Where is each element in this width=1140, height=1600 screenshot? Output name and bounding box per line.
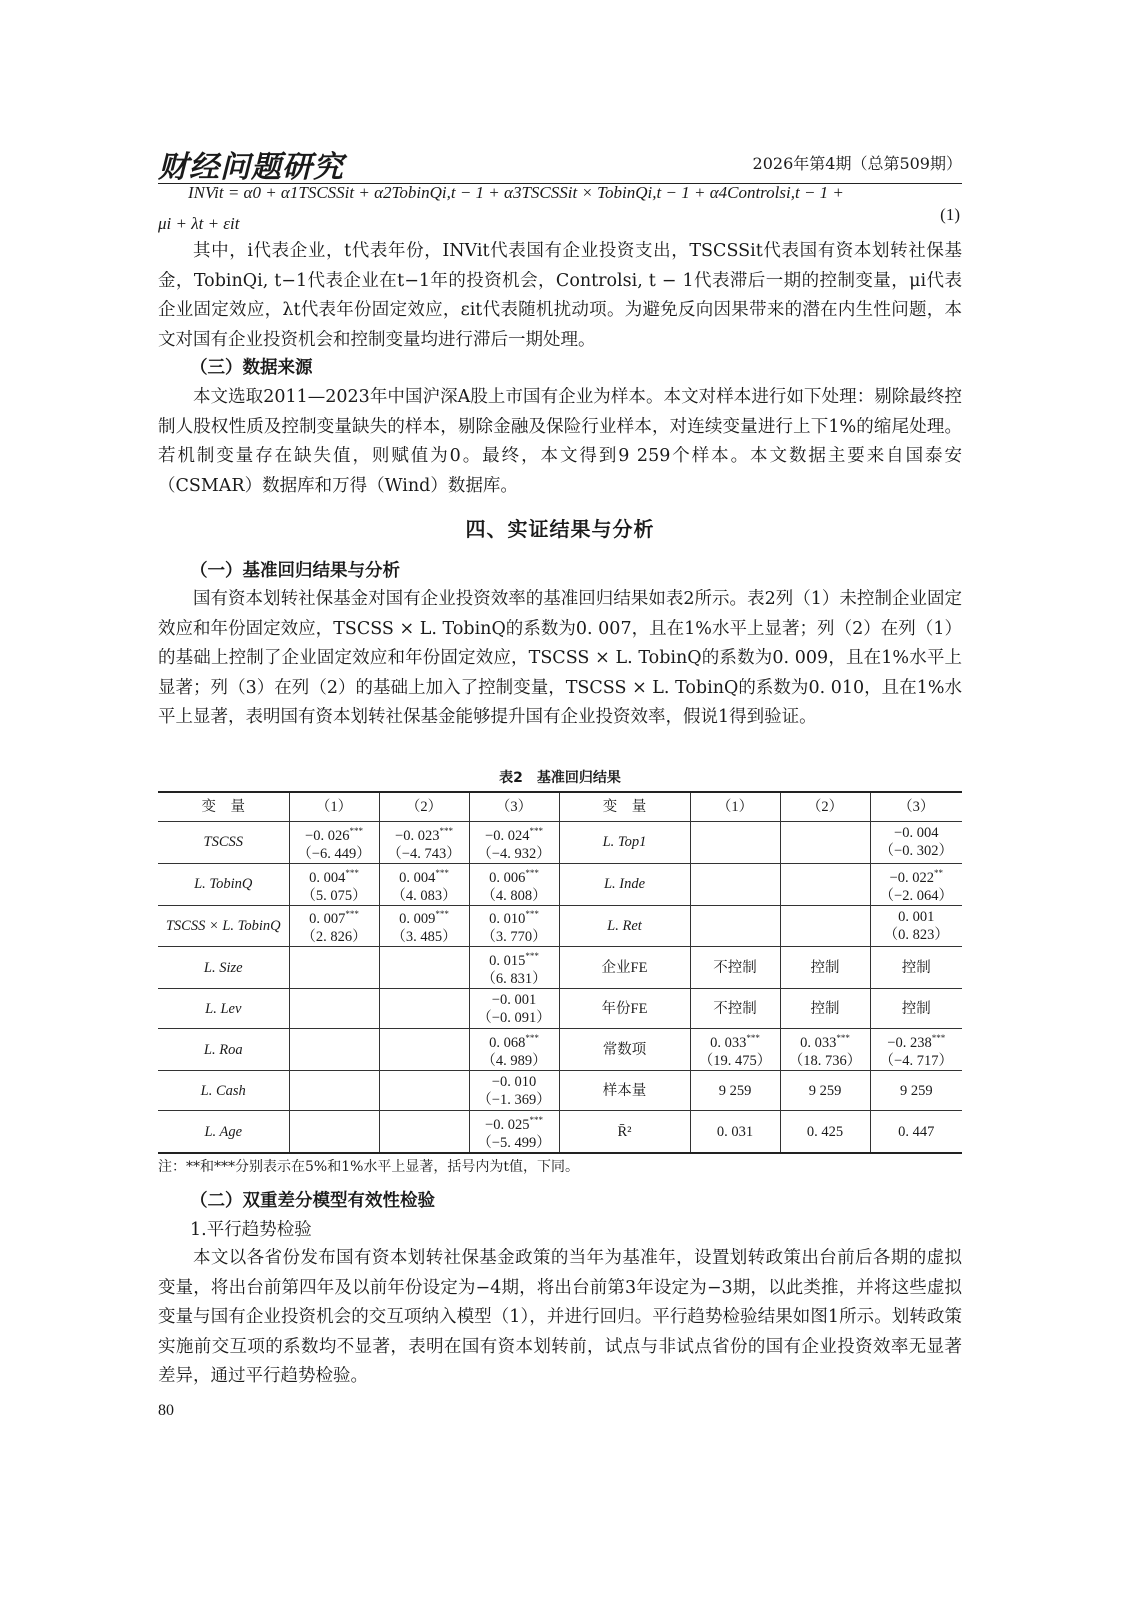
table-variable-cell	[559, 905, 690, 947]
table-value-cell	[469, 989, 559, 1029]
table-cell-line: TSCSS	[203, 834, 243, 851]
table-cell-line: （4. 808）	[481, 887, 547, 904]
table-cell-line: 0. 033***	[710, 1033, 760, 1052]
table-cell-line: 0. 009***	[399, 909, 449, 928]
table-row	[158, 947, 962, 989]
table-value-cell	[379, 905, 469, 947]
table-value-cell	[870, 905, 962, 947]
table-note: 注：**和***分别表示在5%和1%水平上显著，括号内为t值，下同。	[158, 1159, 580, 1175]
paragraph-parallel-trend: 本文以各省份发布国有资本划转社保基金政策的当年为基准年，设置划转政策出台前后各期的虚拟变量，将出台前第四年及以前年份设定为−4期，将出台前第3年设定为−3期，以此类推，并将这些虚拟变量与国有企业投资机会的交互项纳入模型（1），并进行回归。平行趋势检验结果如图1所示。划转政策实施前交互项的系数均不显著，表明在国有资本划转前，试点与非试点省份的国有企业投资效率无显著差异，通过平行趋势检验。	[158, 1248, 962, 1386]
table-value-cell	[690, 822, 780, 864]
table-cell-line: 0. 010***	[489, 909, 539, 928]
table-value-cell	[870, 863, 962, 905]
table-value-cell	[870, 1111, 962, 1153]
table-value-cell	[780, 989, 870, 1029]
table-value-cell	[379, 1111, 469, 1153]
table-value-cell	[780, 822, 870, 864]
table-row	[158, 905, 962, 947]
table-cell-line: L. Cash	[200, 1082, 246, 1099]
table-cell-line: 0. 007***	[309, 909, 359, 928]
table-value-cell	[379, 989, 469, 1029]
table-cell-line: 常数项	[602, 1041, 647, 1058]
table-cell-line: 样本量	[602, 1082, 647, 1099]
table-cell-line: 0. 425	[806, 1123, 844, 1140]
table-value-cell	[870, 822, 962, 864]
table-cell-line: 0. 031	[716, 1123, 754, 1140]
table-cell-line: （−6. 449）	[297, 845, 371, 862]
table-row	[158, 1111, 962, 1153]
journal-name: 财经问题研究	[158, 150, 344, 185]
table-value-cell	[870, 1071, 962, 1111]
subsection-parallel-trend-title: 1.平行趋势检验	[190, 1220, 312, 1240]
table-header-cell: （1）	[289, 792, 379, 822]
table-value-cell	[690, 1071, 780, 1111]
table-cell-line: L. Lev	[205, 1000, 242, 1017]
table-value-cell	[469, 905, 559, 947]
table-value-cell	[870, 947, 962, 989]
table-cell-line: TSCSS × L. TobinQ	[165, 918, 281, 935]
table-cell-line: −0. 010	[491, 1073, 537, 1090]
table-value-cell	[690, 1029, 780, 1071]
table-cell-line: −0. 024***	[485, 826, 543, 844]
table-variable-cell	[559, 947, 690, 989]
table-variable-cell	[559, 1071, 690, 1111]
table-value-cell	[289, 1029, 379, 1071]
table-cell-line: （−5. 499）	[477, 1134, 551, 1151]
table-cell-line: 企业FE	[601, 959, 648, 976]
table-variable-cell	[158, 822, 289, 864]
table-value-cell	[870, 1029, 962, 1071]
table-value-cell	[690, 947, 780, 989]
table-value-cell	[469, 863, 559, 905]
table-header-cell: （3）	[870, 792, 962, 822]
table-cell-line: 0. 033***	[800, 1033, 850, 1052]
table-row	[158, 863, 962, 905]
paragraph-data-source: 本文选取2011—2023年中国沪深A股上市国有企业为样本。本文对样本进行如下处理：剔除最终控制人股权性质及控制变量缺失的样本，剔除金融及保险行业样本，对连续变量进行上下1%的缩尾处理。若机制变量存在缺失值，则赋值为0。最终，本文得到9 259个样本。本文数据主要来自国泰安（CSMAR）数据库和万得（Wind）数据库。	[158, 387, 962, 496]
table-value-cell	[690, 1111, 780, 1153]
table-cell-line: 不控制	[713, 1000, 757, 1017]
paragraph-baseline: 国有资本划转社保基金对国有企业投资效率的基准回归结果如表2所示。表2列（1）未控制企业固定效应和年份固定效应，TSCSS × L. TobinQ的系数为0. 007，且在1%水平上显著；列（2）在列（1）的基础上控制了企业固定效应和年份固定效应，TSCSS × L. TobinQ的系数为0. 009，且在1%水平上显著；列（3）在列（2）的基础上加入了控制变量，TSCSS × L. TobinQ的系数为0. 010，且在1%水平上显著，表明国有资本划转社保基金能够提升国有企业投资效率，假说1得到验证。	[158, 589, 962, 727]
table-value-cell	[469, 1111, 559, 1153]
table-header-cell: （1）	[690, 792, 780, 822]
table-variable-cell	[158, 989, 289, 1029]
table-row	[158, 1071, 962, 1111]
table-cell-line: 不控制	[713, 959, 757, 976]
table-row	[158, 989, 962, 1029]
table-value-cell	[289, 905, 379, 947]
table-cell-line: （0. 823）	[883, 927, 949, 944]
table-cell-line: 9 259	[718, 1082, 752, 1099]
table-cell-line: R̄²	[617, 1123, 632, 1140]
issue-info: 2026年第4期（总第509期）	[752, 154, 962, 173]
table-cell-line: （−4. 743）	[387, 845, 461, 862]
table-value-cell	[289, 1071, 379, 1111]
table-cell-line: （18. 736）	[788, 1053, 862, 1070]
section-4-title: 四、实证结果与分析	[465, 517, 655, 541]
table-header-cell: （2）	[379, 792, 469, 822]
table-cell-line: 控制	[810, 959, 840, 976]
table-value-cell	[870, 989, 962, 1029]
table-value-cell	[379, 1029, 469, 1071]
table-value-cell	[289, 822, 379, 864]
table-value-cell	[289, 1111, 379, 1153]
table-cell-line: 年份FE	[601, 1000, 648, 1017]
table-value-cell	[780, 863, 870, 905]
table-cell-line: L. TobinQ	[194, 876, 253, 893]
table-cell-line: （3. 485）	[391, 929, 457, 946]
table-cell-line: L. Age	[204, 1123, 243, 1140]
table-cell-line: （−4. 932）	[477, 845, 551, 862]
table-value-cell	[690, 863, 780, 905]
table-cell-line: （19. 475）	[698, 1053, 772, 1070]
table-cell-line: （4. 989）	[481, 1053, 547, 1070]
table-value-cell	[379, 863, 469, 905]
table-cell-line: L. Size	[203, 959, 243, 976]
table-cell-line: −0. 238***	[887, 1033, 946, 1052]
table-cell-line: （5. 075）	[301, 887, 367, 904]
table-cell-line: 0. 006***	[489, 867, 539, 886]
table-cell-line: 控制	[901, 959, 931, 976]
table-value-cell	[379, 947, 469, 989]
table-cell-line: （2. 826）	[301, 929, 367, 946]
table-cell-line: 9 259	[899, 1082, 933, 1099]
paragraph-variables: 其中，i代表企业，t代表年份，INVit代表国有企业投资支出，TSCSSit代表国有资本划转社保基金，TobinQi, t−1代表企业在t−1年的投资机会，Controlsi, t − 1代表滞后一期的控制变量，μi代表企业固定效应，λt代表年份固定效应，εit代表随机扰动项。为避免反向因果带来的潜在内生性问题，本文对国有企业投资机会和控制变量均进行滞后一期处理。	[158, 241, 962, 350]
table-cell-line: L. Roa	[203, 1041, 243, 1058]
equation-number: (1)	[940, 205, 960, 224]
table-header-cell: 变 量	[559, 792, 690, 822]
table-variable-cell	[158, 1111, 289, 1153]
table-value-cell	[690, 989, 780, 1029]
table-variable-cell	[158, 905, 289, 947]
table-header-cell: 变 量	[158, 792, 289, 822]
table-cell-line: （4. 083）	[391, 887, 457, 904]
table-row	[158, 1029, 962, 1071]
table-cell-line: （6. 831）	[481, 971, 547, 988]
table-cell-line: 0. 068***	[489, 1033, 539, 1052]
subsection-baseline-title: （一）基准回归结果与分析	[190, 561, 400, 581]
table-cell-line: 9 259	[808, 1082, 842, 1099]
table-value-cell	[780, 1029, 870, 1071]
table-header-cell: （3）	[469, 792, 559, 822]
page-number: 80	[158, 1402, 174, 1419]
table-variable-cell	[559, 863, 690, 905]
table-cell-line: （−4. 717）	[879, 1053, 953, 1070]
table-cell-line: 0. 004***	[309, 867, 359, 886]
table-value-cell	[469, 947, 559, 989]
regression-table	[158, 791, 962, 1154]
table-cell-line: L. Top1	[602, 834, 647, 851]
table-value-cell	[780, 947, 870, 989]
table-variable-cell	[559, 822, 690, 864]
table-cell-line: （−2. 064）	[879, 887, 953, 904]
table-value-cell	[469, 822, 559, 864]
table-value-cell	[469, 1029, 559, 1071]
equation-line-1: INVit = α0 + α1TSCSSit + α2TobinQi,t − 1 + α3TSCSSit × TobinQi,t − 1 + α4Controlsi,t − 1 +	[188, 183, 844, 202]
table-value-cell	[690, 905, 780, 947]
table-value-cell	[780, 1111, 870, 1153]
table-value-cell	[289, 947, 379, 989]
table-cell-line: −0. 022**	[889, 867, 943, 886]
table-variable-cell	[158, 1071, 289, 1111]
table-cell-line: −0. 004	[894, 825, 939, 842]
table-value-cell	[289, 989, 379, 1029]
table-variable-cell	[559, 1111, 690, 1153]
table-header-cell: （2）	[780, 792, 870, 822]
table-cell-line: −0. 023***	[395, 826, 453, 844]
table-header-row	[158, 792, 962, 822]
table-cell-line: 控制	[901, 1000, 931, 1017]
table-variable-cell	[158, 1029, 289, 1071]
table-variable-cell	[559, 1029, 690, 1071]
table-value-cell	[780, 1071, 870, 1111]
table-cell-line: （−0. 302）	[879, 843, 953, 860]
table-cell-line: 0. 004***	[399, 867, 449, 886]
table-cell-line: （−0. 091）	[477, 1009, 551, 1026]
table-cell-line: −0. 001	[491, 991, 537, 1008]
equation-line-2: μi + λt + εit	[158, 214, 240, 233]
table-value-cell	[289, 863, 379, 905]
table-value-cell	[379, 822, 469, 864]
table-cell-line: 控制	[810, 1000, 840, 1017]
table-value-cell	[379, 1071, 469, 1111]
table-cell-line: −0. 026***	[305, 826, 363, 844]
table-cell-line: L. Ret	[607, 918, 642, 935]
table-variable-cell	[158, 863, 289, 905]
table-value-cell	[469, 1071, 559, 1111]
table-cell-line: （−1. 369）	[477, 1091, 551, 1108]
table-caption: 表2 基准回归结果	[499, 770, 621, 786]
table-variable-cell	[559, 989, 690, 1029]
table-cell-line: 0. 015***	[489, 951, 539, 970]
table-cell-line: （3. 770）	[481, 929, 547, 946]
table-cell-line: −0. 025***	[485, 1115, 543, 1133]
table-value-cell	[780, 905, 870, 947]
table-cell-line: L. Inde	[603, 876, 646, 893]
table-cell-line: 0. 447	[898, 1123, 935, 1140]
table-variable-cell	[158, 947, 289, 989]
table-row	[158, 822, 962, 864]
section-data-source-title: （三）数据来源	[190, 358, 313, 378]
table-cell-line: 0. 001	[898, 909, 935, 926]
subsection-did-title: （二）双重差分模型有效性检验	[190, 1191, 435, 1211]
